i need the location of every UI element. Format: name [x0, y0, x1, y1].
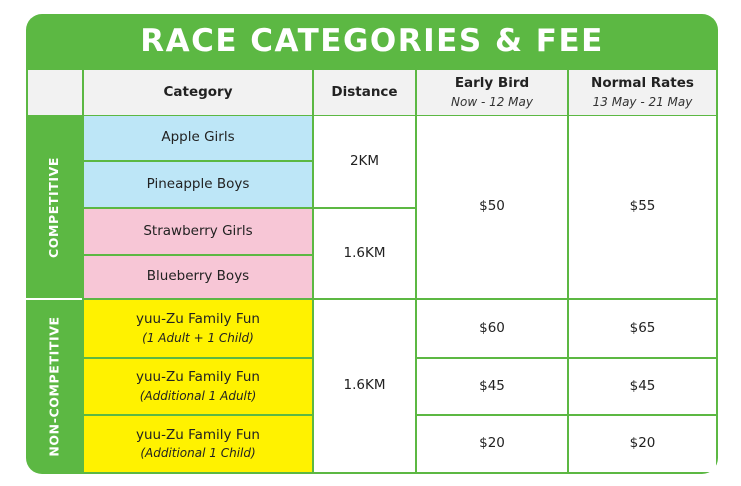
category-cell: Apple Girls — [84, 116, 312, 160]
category-cell — [84, 359, 312, 414]
group-label-competitive: COMPETITIVE — [46, 156, 62, 258]
normal-rate-fee-cell: $65 — [569, 300, 716, 357]
early-bird-fee-cell: $50 — [417, 116, 567, 298]
header-early-bird-dates: Now - 12 May — [451, 94, 533, 109]
header-normal-rates-dates: 13 May - 21 May — [592, 94, 693, 109]
table-title: RACE CATEGORIES & FEE — [140, 23, 604, 59]
early-bird-fee-cell: $60 — [417, 300, 567, 357]
category-note: (Additional 1 Child) — [140, 446, 256, 461]
category-name: yuu-Zu Family Fun — [136, 426, 260, 443]
header-category: Category — [84, 70, 312, 115]
normal-rate-fee-cell: $55 — [569, 116, 716, 298]
header-normal-rates-label: Normal Rates — [591, 75, 694, 92]
group-label-non-competitive: NON-COMPETITIVE — [46, 315, 62, 457]
distance-cell: 1.6KM — [314, 209, 415, 298]
early-bird-fee-cell: $45 — [417, 359, 567, 414]
category-note: (Additional 1 Adult) — [139, 388, 257, 403]
distance-cell: 1.6KM — [314, 300, 415, 472]
category-cell: Blueberry Boys — [84, 256, 312, 298]
category-cell: Pineapple Boys — [84, 162, 312, 207]
category-note: (1 Adult + 1 Child) — [142, 330, 254, 345]
distance-cell: 2KM — [314, 116, 415, 207]
header-distance: Distance — [314, 70, 415, 115]
header-early-bird-label: Early Bird — [454, 75, 530, 92]
category-name: yuu-Zu Family Fun — [136, 311, 260, 328]
normal-rate-fee-cell: $20 — [569, 416, 716, 472]
normal-rate-fee-cell: $45 — [569, 359, 716, 414]
header-normal-rates — [569, 70, 716, 115]
category-cell: Strawberry Girls — [84, 209, 312, 254]
header-corner — [28, 70, 82, 115]
category-name: yuu-Zu Family Fun — [136, 369, 260, 386]
category-cell — [84, 300, 312, 357]
header-early-bird — [417, 70, 567, 115]
early-bird-fee-cell: $20 — [417, 416, 567, 472]
category-cell — [84, 416, 312, 472]
